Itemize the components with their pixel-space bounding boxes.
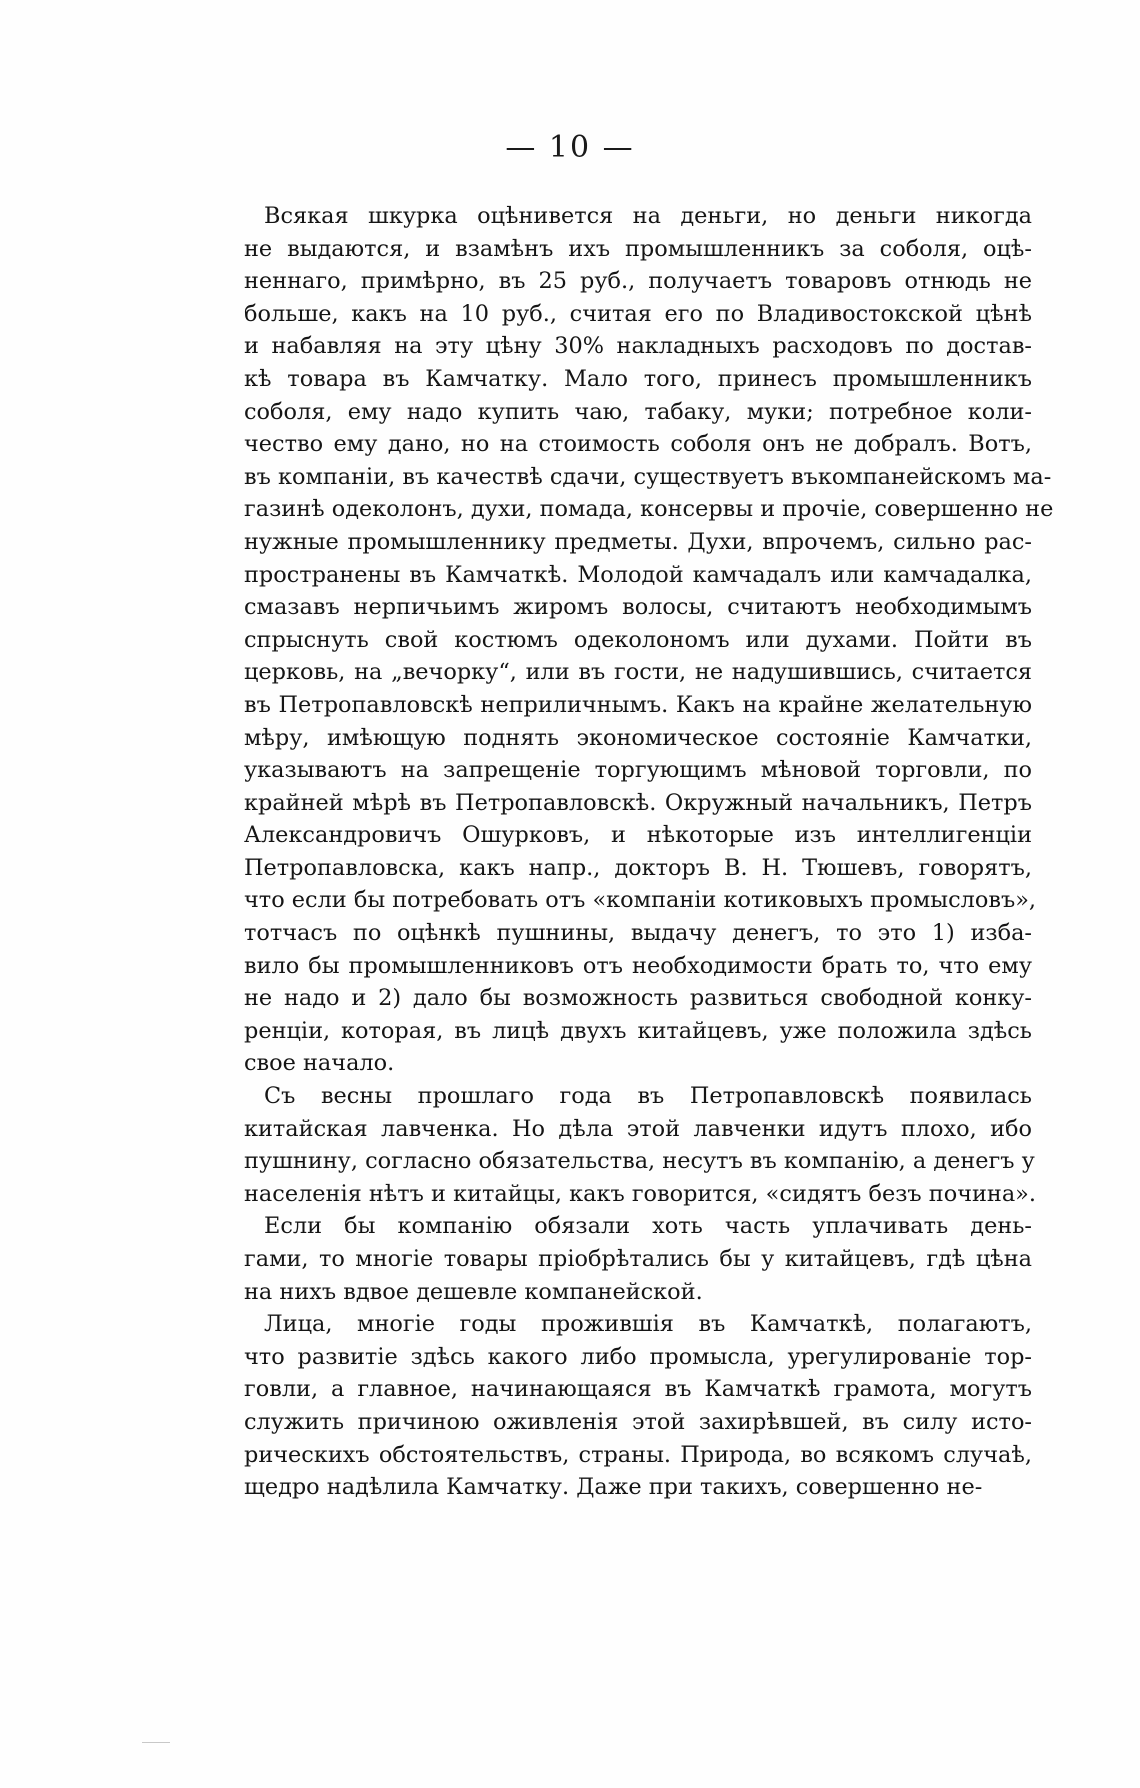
text-line: служить причиною оживленія этой захирѣвшей, въ силу исто- [244, 1408, 1032, 1435]
text-line: пространены въ Камчаткѣ. Молодой камчадалъ или камчадалка, [244, 561, 1032, 588]
text-line: больше, какъ на 10 руб., считая его по Владивостокской цѣнѣ [244, 300, 1032, 327]
text-line: Если бы компанію обязали хоть часть уплачивать день- [264, 1213, 1032, 1240]
text-line: неннаго, примѣрно, въ 25 руб., получаетъ товаровъ отнюдь не [244, 268, 1032, 295]
paragraph [244, 200, 1054, 1080]
text-line: рическихъ обстоятельствъ, страны. Природа, во всякомъ случаѣ, [244, 1441, 1032, 1468]
text-line: въ Петропавловскѣ неприличнымъ. Какъ на крайне желательную [244, 691, 1032, 718]
text-line: мѣру, имѣющую поднять экономическое состояніе Камчатки, [244, 724, 1032, 751]
text-line: Александровичъ Ошурковъ, и нѣкоторые изъ интеллигенціи [244, 822, 1032, 849]
text-line: въ компаніи, въ качествѣ сдачи, существуетъ въкомпанейскомъ ма- [244, 463, 1052, 490]
text-line: чество ему дано, но на стоимость соболя онъ не добралъ. Вотъ, [244, 431, 1032, 458]
text-line: смазавъ нерпичьимъ жиромъ волосы, считаютъ необходимымъ [244, 594, 1032, 621]
text-line: что развитіе здѣсь какого либо промысла, урегулированіе тор- [244, 1343, 1032, 1370]
text-line: тотчасъ по оцѣнкѣ пушнины, выдачу денегъ, то это 1) изба- [244, 920, 1032, 947]
text-line: газинѣ одеколонъ, духи, помада, консервы и прочіе, совершенно не [244, 496, 1054, 523]
text-line: церковь, на „вечорку“, или въ гости, не надушившись, считается [244, 659, 1032, 686]
text-line: Лица, многіе годы прожившія въ Камчаткѣ, полагаютъ, [264, 1311, 1032, 1338]
text-line: не надо и 2) дало бы возможность развиться свободной конку- [244, 985, 1032, 1012]
text-line: Всякая шкурка оцѣнивется на деньги, но деньги никогда [264, 203, 1032, 229]
text-line: кѣ товара въ Камчатку. Мало того, принесъ промышленникъ [244, 365, 1032, 392]
text-line: свое начало. [244, 1050, 395, 1077]
text-line: и набавляя на эту цѣну 30% накладныхъ расходовъ по достав- [244, 333, 1032, 360]
text-line: гами, то многіе товары пріобрѣтались бы у китайцевъ, гдѣ цѣна [244, 1246, 1032, 1272]
text-line: вило бы промышленниковъ отъ необходимости брать то, что ему [244, 952, 1032, 979]
margin-mark [142, 1742, 170, 1743]
text-line: пушнину, согласно обязательства, несутъ въ компанію, а денегъ у [244, 1148, 1035, 1175]
text-line: ренціи, которая, въ лицѣ двухъ китайцевъ, уже положила здѣсь [244, 1017, 1032, 1044]
text-line: щедро надѣлила Камчатку. Даже при такихъ, совершенно не- [244, 1474, 983, 1501]
body-text [244, 200, 1054, 1504]
text-line: китайская лавченка. Но дѣла этой лавченки идутъ плохо, ибо [244, 1115, 1032, 1142]
text-line: указываютъ на запрещеніе торгующимъ мѣновой торговли, по [244, 757, 1032, 784]
text-line: что если бы потребовать отъ «компаніи котиковыхъ промысловъ», [244, 887, 1037, 914]
paragraph [244, 1080, 1037, 1210]
text-line: населенія нѣтъ и китайцы, какъ говорится, «сидятъ безъ почина». [244, 1180, 1037, 1207]
text-line: не выдаются, и взамѣнъ ихъ промышленникъ за соболя, оцѣ- [244, 235, 1032, 262]
text-line: нужные промышленнику предметы. Духи, впрочемъ, сильно рас- [244, 528, 1032, 555]
text-line: на нихъ вдвое дешевле компанейской. [244, 1278, 703, 1305]
text-line: говли, а главное, начинающаяся въ Камчаткѣ грамота, могутъ [244, 1376, 1032, 1403]
text-line: крайней мѣрѣ въ Петропавловскѣ. Окружный начальникъ, Петръ [244, 789, 1032, 816]
text-line: соболя, ему надо купить чаю, табаку, муки; потребное коли- [244, 398, 1032, 425]
paragraph [244, 1210, 1032, 1308]
text-line: спрыснуть свой костюмъ одеколономъ или духами. Пойти въ [244, 626, 1032, 653]
text-line: Петропавловска, какъ напр., докторъ В. Н. Тюшевъ, говорятъ, [244, 854, 1032, 881]
paragraph [244, 1308, 1032, 1504]
text-line: Съ весны прошлаго года въ Петропавловскѣ появилась [264, 1083, 1032, 1110]
page-number: — 10 — [505, 130, 635, 165]
